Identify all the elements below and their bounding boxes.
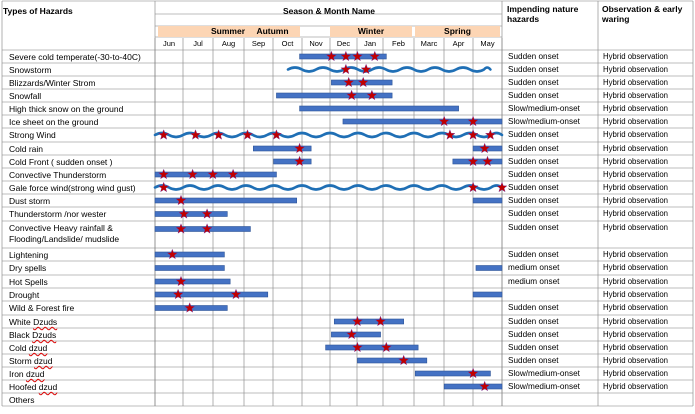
impending-onset: Sudden onset	[508, 78, 559, 87]
hazard-name-term: dzud	[28, 343, 48, 353]
header-observation: Observation & early waring	[602, 4, 683, 24]
impending-onset: Sudden onset	[508, 130, 559, 139]
observation-method: Hybrid observation	[603, 303, 669, 312]
impending-onset: Slow/medium-onset	[508, 104, 580, 113]
hazard-period-bar	[357, 358, 426, 363]
header-hazards: Types of Hazards	[3, 6, 73, 16]
header-season-month: Season & Month Name	[282, 6, 376, 16]
observation-method: Hybrid observation	[603, 290, 669, 299]
impending-onset: medium onset	[508, 277, 560, 286]
hazard-name-term: dzud	[38, 382, 58, 392]
hazard-name: Convective Thunderstorm	[9, 170, 107, 180]
observation-method: Hybrid observation	[603, 117, 669, 126]
season-autumn: Autumn	[245, 26, 300, 37]
month-feb: Feb	[392, 39, 405, 48]
month-sep: Sep	[251, 39, 266, 48]
impending-onset: Sudden onset	[508, 223, 559, 232]
month-jan: Jan	[363, 39, 377, 48]
hazard-name: Others	[9, 395, 35, 405]
season-spring: Spring	[415, 26, 500, 37]
hazard-peak-star	[497, 182, 507, 191]
impending-onset: Sudden onset	[508, 91, 559, 100]
month-aug: Aug	[221, 39, 236, 48]
impending-onset: Sudden onset	[508, 196, 559, 205]
hazard-name-term: Dzuds	[33, 317, 58, 327]
month-may: May	[480, 39, 495, 48]
hazard-period-bar	[473, 198, 502, 203]
observation-method: Hybrid observation	[603, 157, 669, 166]
observation-method: Hybrid observation	[603, 317, 669, 326]
observation-method: Hybrid observation	[603, 78, 669, 87]
impending-onset: Sudden onset	[508, 250, 559, 259]
hazard-period-bar	[155, 252, 224, 257]
observation-method: Hybrid observation	[603, 343, 669, 352]
hazard-period-bar	[274, 159, 312, 164]
hazard-period-bar	[476, 266, 502, 271]
month-jul: Jul	[193, 39, 203, 48]
observation-method: Hybrid observation	[603, 65, 669, 74]
impending-onset: Sudden onset	[508, 183, 559, 192]
hazard-name: Severe cold temperate(-30-to-40C)	[9, 52, 141, 62]
hazard-period-bar	[473, 292, 502, 297]
hazard-period-wave	[288, 68, 490, 72]
impending-onset: Sudden onset	[508, 356, 559, 365]
hazard-name-term: dzud	[26, 369, 45, 379]
observation-method: Hybrid observation	[603, 263, 669, 272]
hazard-name-prefix: Storm	[9, 356, 35, 366]
hazard-name: High thick snow on the ground	[9, 104, 124, 114]
hazard-name: Dry spells	[9, 263, 47, 273]
hazard-name-term: Dzuds	[32, 330, 57, 340]
hazard-peak-star	[468, 182, 478, 191]
observation-method: Hybrid observation	[603, 104, 669, 113]
month-dec: Dec	[336, 39, 351, 48]
observation-method: Hybrid observation	[603, 209, 669, 218]
observation-method: Hybrid observation	[603, 330, 669, 339]
hazard-peak-star	[468, 130, 478, 139]
hazard-period-bar	[155, 292, 268, 297]
impending-onset: medium onset	[508, 263, 560, 272]
hazard-peak-star	[243, 130, 253, 139]
impending-onset: Sudden onset	[508, 52, 559, 61]
observation-method: Hybrid observation	[603, 170, 669, 179]
hazard-name: Strong Wind	[9, 130, 56, 140]
impending-onset: Sudden onset	[508, 343, 559, 352]
impending-onset: Sudden onset	[508, 144, 559, 153]
header-impending: Impending nature hazards	[507, 4, 579, 24]
hazard-period-bar	[444, 384, 502, 389]
month-oct: Oct	[281, 39, 294, 48]
observation-method: Hybrid observation	[603, 369, 669, 378]
observation-method: Hybrid observation	[603, 183, 669, 192]
hazard-peak-star	[159, 182, 169, 191]
hazard-period-bar	[155, 266, 224, 271]
observation-method: Hybrid observation	[603, 144, 669, 153]
season-summer: Summer	[158, 26, 298, 37]
hazard-name-prefix: Hoofed	[9, 382, 39, 392]
impending-onset: Slow/medium-onset	[508, 369, 580, 378]
hazard-peak-star	[214, 130, 224, 139]
impending-onset: Sudden onset	[508, 209, 559, 218]
impending-onset: Sudden onset	[508, 65, 559, 74]
hazard-name: Thunderstorm /nor wester	[9, 209, 107, 219]
impending-onset: Slow/medium-onset	[508, 117, 580, 126]
month-marc: Marc	[420, 39, 438, 48]
hazard-name: Snowstorm	[9, 65, 52, 75]
impending-onset: Sudden onset	[508, 317, 559, 326]
observation-method: Hybrid observation	[603, 223, 669, 232]
observation-method: Hybrid observation	[603, 382, 669, 391]
hazard-name: Cold Front ( sudden onset )	[9, 157, 113, 167]
impending-onset: Slow/medium-onset	[508, 382, 580, 391]
observation-method: Hybrid observation	[603, 130, 669, 139]
hazard-name: Ice sheet on the ground	[9, 117, 99, 127]
hazard-name: Gale force wind(strong wind gust)	[9, 183, 136, 193]
season-winter: Winter	[330, 26, 412, 37]
observation-method: Hybrid observation	[603, 250, 669, 259]
month-jun: Jun	[162, 39, 176, 48]
hazard-name: Convective Heavy rainfall & Flooding/Landslide/ mudslide	[9, 223, 120, 244]
observation-method: Hybrid observation	[603, 91, 669, 100]
hazard-peak-star	[341, 64, 351, 73]
hazard-name: Blizzards/Winter Strom	[9, 78, 96, 88]
hazard-name: Dust storm	[9, 196, 51, 206]
hazard-peak-star	[272, 130, 282, 139]
hazard-name: Drought	[9, 290, 40, 300]
hazard-name-term: dzud	[34, 356, 53, 366]
hazard-period-bar	[155, 279, 230, 284]
hazard-peak-star	[159, 130, 169, 139]
hazard-name-prefix: Black	[9, 330, 33, 340]
hazard-name: Lightening	[9, 250, 49, 260]
impending-onset: Sudden onset	[508, 157, 559, 166]
impending-onset: Sudden onset	[508, 170, 559, 179]
hazard-period-bar	[415, 371, 490, 376]
hazard-name-prefix: Iron	[9, 369, 27, 379]
observation-method: Hybrid observation	[603, 196, 669, 205]
month-apr: Apr	[452, 39, 465, 48]
impending-onset: Sudden onset	[508, 330, 559, 339]
hazard-name-prefix: Cold	[9, 343, 29, 353]
hazard-name-prefix: White	[9, 317, 34, 327]
impending-onset: Sudden onset	[508, 303, 559, 312]
hazard-peak-star	[191, 130, 201, 139]
hazard-period-wave	[155, 186, 502, 190]
hazard-period-bar	[326, 345, 419, 350]
hazard-period-bar	[334, 319, 403, 324]
hazard-name: Hot Spells	[9, 277, 48, 287]
hazard-name: Snowfall	[9, 91, 42, 101]
observation-method: Hybrid observation	[603, 277, 669, 286]
observation-method: Hybrid observation	[603, 52, 669, 61]
month-nov: Nov	[309, 39, 323, 48]
hazard-period-bar	[155, 212, 227, 217]
hazard-name: Cold rain	[9, 144, 44, 154]
observation-method: Hybrid observation	[603, 356, 669, 365]
hazard-name: Wild & Forest fire	[9, 303, 75, 313]
hazard-period-bar	[300, 106, 459, 111]
